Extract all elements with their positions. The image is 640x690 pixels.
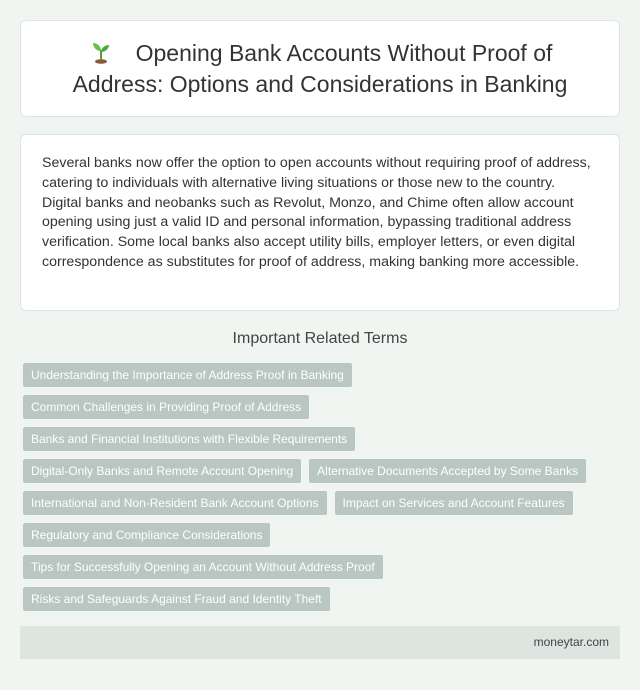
related-term-tag[interactable]: Common Challenges in Providing Proof of Address bbox=[23, 395, 309, 419]
tag-row bbox=[23, 363, 623, 387]
related-term-tag[interactable]: Regulatory and Compliance Considerations bbox=[23, 523, 270, 547]
related-term-tag[interactable]: Digital-Only Banks and Remote Account Opening bbox=[23, 459, 301, 483]
related-terms-list bbox=[23, 363, 623, 619]
related-term-tag[interactable]: Understanding the Importance of Address Proof in Banking bbox=[23, 363, 352, 387]
site-link[interactable]: moneytar.com bbox=[533, 635, 609, 649]
related-term-tag[interactable]: Banks and Financial Institutions with Flexible Requirements bbox=[23, 427, 355, 451]
page-title bbox=[51, 38, 589, 100]
related-term-tag[interactable]: International and Non-Resident Bank Account Options bbox=[23, 491, 327, 515]
title-card bbox=[20, 20, 620, 117]
description-card bbox=[20, 134, 620, 311]
tag-row bbox=[23, 427, 623, 451]
related-terms-heading: Important Related Terms bbox=[232, 330, 408, 347]
related-term-tag[interactable]: Tips for Successfully Opening an Account Without Address Proof bbox=[23, 555, 383, 579]
tag-row bbox=[23, 523, 623, 547]
tag-row bbox=[23, 459, 623, 483]
tag-row bbox=[23, 555, 623, 579]
footer bbox=[20, 626, 620, 659]
tag-row bbox=[23, 587, 623, 611]
tag-row bbox=[23, 395, 623, 419]
related-term-tag[interactable]: Impact on Services and Account Features bbox=[335, 491, 573, 515]
tag-row bbox=[23, 491, 623, 515]
related-term-tag[interactable]: Risks and Safeguards Against Fraud and Identity Theft bbox=[23, 587, 330, 611]
description-text: Several banks now offer the option to open accounts without requiring proof of address, catering to individuals with alternative living situations or those new to the country. Digital banks and neobanks such as Revolut, Monzo, and Chime often allow account opening using just a valid ID and personal information, bypassing traditional address verification. Some local banks also accept utility bills, employer letters, or even digital correspondence as substitutes for proof of address, making banking more accessible. bbox=[42, 155, 591, 270]
page-title-text: Opening Bank Accounts Without Proof of Address: Options and Considerations in Banking bbox=[72, 39, 568, 97]
sprout-icon bbox=[88, 40, 114, 64]
related-term-tag[interactable]: Alternative Documents Accepted by Some Banks bbox=[309, 459, 586, 483]
